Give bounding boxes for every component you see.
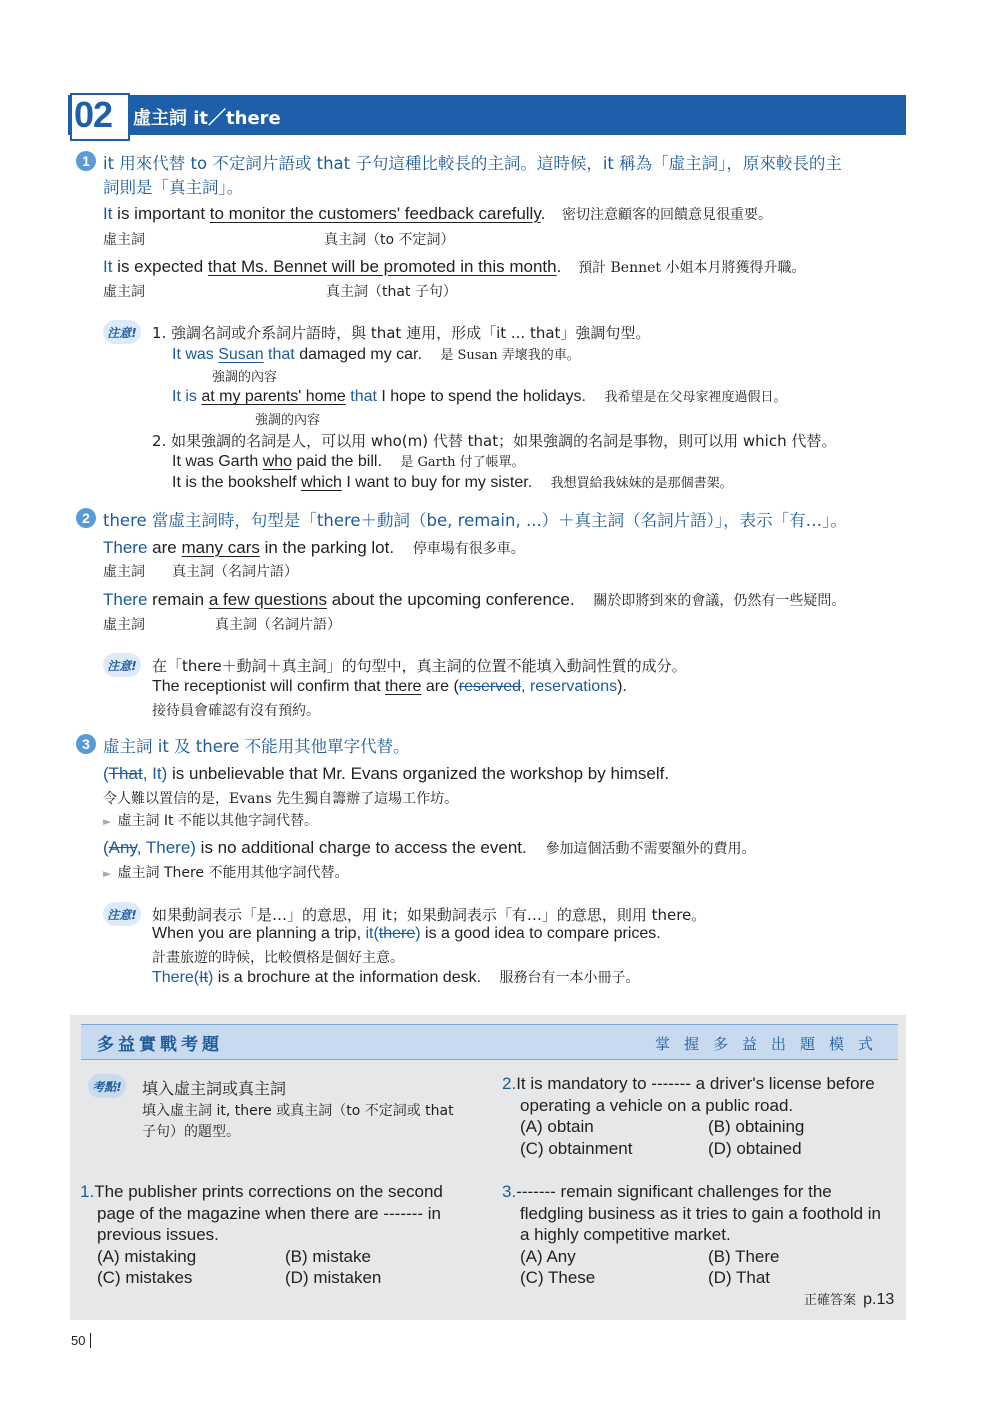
emphasis-label: 強調的內容 xyxy=(212,370,278,385)
example-translation: 令人難以置信的是，Evans 先生獨自籌辦了這場工作坊。 xyxy=(103,791,459,807)
note-example: There(It) is a brochure at the information desk. 服務台有一本小冊子。 xyxy=(152,969,640,986)
arrow-icon: ► xyxy=(103,867,112,880)
option-c[interactable]: (C) These xyxy=(520,1268,596,1287)
option-d[interactable]: (D) mistaken xyxy=(285,1268,382,1287)
option-a[interactable]: (A) obtain xyxy=(520,1117,594,1136)
label-dummy-subject: 虛主詞 xyxy=(103,284,145,300)
tip: ► 虛主詞 It 不能以其他字詞代替。 xyxy=(103,813,318,829)
note-example: It is the bookshelf which I want to buy for my sister. 我想買給我妹妹的是那個書架。 xyxy=(172,474,733,491)
note-example: When you are planning a trip, it(there) is a good idea to compare prices. xyxy=(152,925,661,942)
note-point: 在「there＋動詞＋真主詞」的句型中，真主詞的位置不能填入動詞性質的成分。 xyxy=(152,657,687,675)
note-translation: 接待員會確認有沒有預約。 xyxy=(152,703,320,719)
option-a[interactable]: (A) Any xyxy=(520,1246,576,1266)
emphasis-label: 強調的內容 xyxy=(255,413,321,428)
section-2-intro: there 當虛主詞時，句型是「there＋動詞（be, remain, ...）＋真主詞（名詞片語）」，表示「有…」。 xyxy=(103,511,847,530)
note-translation: 計畫旅遊的時候，比較價格是個好主意。 xyxy=(152,950,404,966)
option-b[interactable]: (B) mistake xyxy=(285,1246,371,1266)
example-sentence: It is expected that Ms. Bennet will be promoted in this month. 預計 Bennet 小姐本月將獲得升職。 xyxy=(103,257,806,276)
label-real-subject: 真主詞（to 不定詞） xyxy=(324,232,455,248)
example-sentence: (That, It) is unbelievable that Mr. Evans organized the workshop by himself. xyxy=(103,764,670,783)
section-1-intro-2: 詞則是「真主詞」。 xyxy=(103,178,244,197)
note-example: It is at my parents' home that I hope to spend the holidays. 我希望是在父母家裡度過假日。 xyxy=(172,388,787,405)
point-desc: 子句）的題型。 xyxy=(142,1124,240,1140)
example-sentence: It is important to monitor the customers' feedback carefully. 密切注意顧客的回饋意見很重要。 xyxy=(103,204,773,223)
answer-reference[interactable]: 正確答案 p.13 xyxy=(804,1291,895,1308)
option-c[interactable]: (C) mistakes xyxy=(97,1268,193,1287)
practice-subtitle: 掌握多益出題模式 xyxy=(655,1035,888,1053)
label-dummy-subject: 虛主詞 xyxy=(103,232,145,248)
section-3-number: 3 xyxy=(76,734,96,754)
label-dummy-subject: 虛主詞 xyxy=(103,617,145,633)
option-c[interactable]: (C) obtainment xyxy=(520,1138,633,1158)
note-point: 如果動詞表示「是…」的意思，用 it；如果動詞表示「有…」的意思，則用 there。 xyxy=(152,906,707,924)
option-d[interactable]: (D) That xyxy=(708,1268,771,1287)
example-sentence: There remain a few questions about the upcoming conference. 關於即將到來的會議，仍然有一些疑問。 xyxy=(103,590,846,609)
point-badge: 考點! xyxy=(88,1074,126,1098)
section-number: 02 xyxy=(74,94,113,135)
label-dummy-subject: 虛主詞 xyxy=(103,564,145,580)
note-example: It was Garth who paid the bill. 是 Garth 付了帳單。 xyxy=(172,453,525,470)
question-1: 1.The publisher prints corrections on the second page of the magazine when there are ------- in previous issues. (A) mistaking (B) mistake (C) mistakes (D) mistaken xyxy=(80,1182,443,1287)
label-real-subject: 真主詞（名詞片語） xyxy=(215,617,341,633)
note-example: It was Susan that damaged my car. 是 Susan 弄壞我的車。 xyxy=(172,346,580,363)
option-b[interactable]: (B) There xyxy=(708,1246,780,1266)
point-desc: 填入虛主詞 it, there 或真主詞（to 不定詞或 that xyxy=(142,1103,454,1119)
page-number-divider xyxy=(90,1333,91,1348)
note-badge: 注意! xyxy=(103,653,141,677)
page-title: 虛主詞 it／there xyxy=(133,108,281,129)
section-3-intro: 虛主詞 it 及 there 不能用其他單字代替。 xyxy=(103,737,410,756)
example-sentence: There are many cars in the parking lot. 停車場有很多車。 xyxy=(103,538,525,557)
note-badge: 注意! xyxy=(103,320,141,344)
section-1-intro: it 用來代替 to 不定詞片語或 that 子句這種比較長的主詞。這時候，it 稱為「虛主詞」，原來較長的主 xyxy=(103,154,842,173)
label-real-subject: 真主詞（that 子句） xyxy=(326,284,457,300)
option-d[interactable]: (D) obtained xyxy=(708,1138,802,1158)
option-b[interactable]: (B) obtaining xyxy=(708,1117,805,1136)
arrow-icon: ► xyxy=(103,815,112,828)
note-example: The receptionist will confirm that there are (reserved, reservations). xyxy=(152,678,627,695)
note-point-2: 2. 如果強調的名詞是人，可以用 who(m) 代替 that；如果強調的名詞是事物，則可以用 which 代替。 xyxy=(152,432,837,450)
label-real-subject: 真主詞（名詞片語） xyxy=(172,564,298,580)
note-point-1: 1. 強調名詞或介系詞片語時，與 that 連用，形成「it ... that」強調句型。 xyxy=(152,324,651,342)
section-2-number: 2 xyxy=(76,508,96,528)
option-a[interactable]: (A) mistaking xyxy=(97,1246,197,1266)
tip: ► 虛主詞 There 不能用其他字詞代替。 xyxy=(103,865,349,881)
point-title: 填入虛主詞或真主詞 xyxy=(142,1079,287,1098)
practice-title: 多益實戰考題 xyxy=(97,1035,223,1055)
question-3: 3.------- remain significant challenges for the fledgling business as it tries to gain a foothold in a highly competitive market. (A) Any (B) There (C) These (D) That xyxy=(502,1182,882,1287)
example-sentence: (Any, There) is no additional charge to access the event. 參加這個活動不需要額外的費用。 xyxy=(103,838,756,857)
page-number: 50 xyxy=(71,1333,86,1348)
section-1-number: 1 xyxy=(76,151,96,171)
question-2: 2.It is mandatory to ------- a driver's license before operating a vehicle on a public road. (A) obtain (B) obtaining (C) obtainment (D) obtained xyxy=(502,1074,875,1158)
note-badge: 注意! xyxy=(103,902,141,926)
